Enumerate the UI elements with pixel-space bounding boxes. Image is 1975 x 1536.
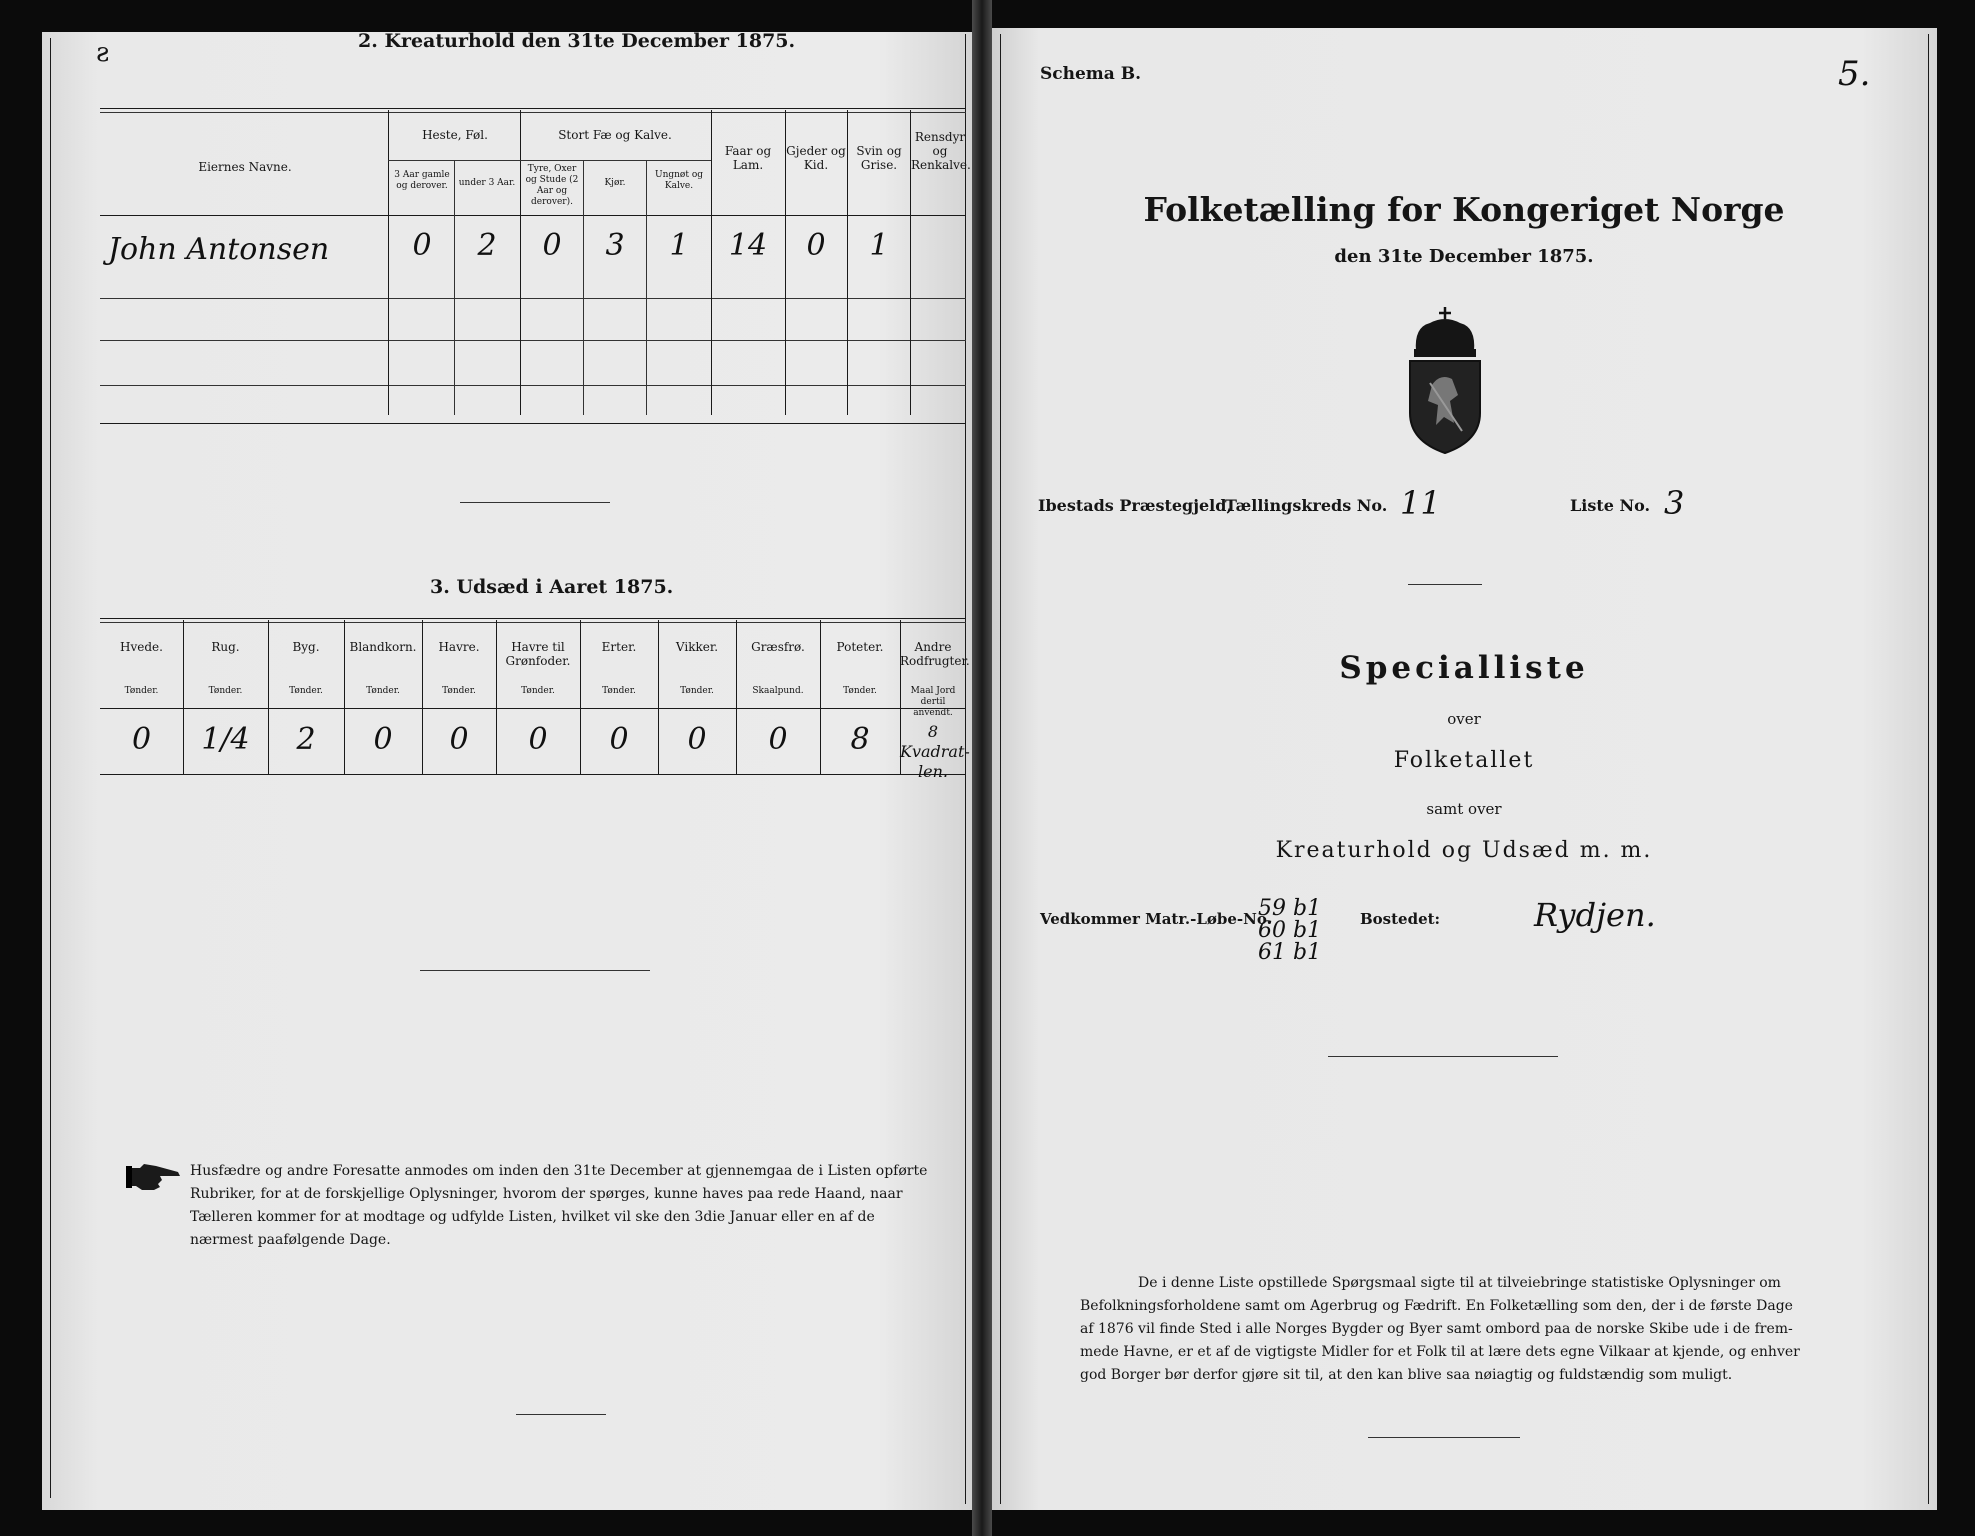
notice-line: nærmest paafølgende Dage. [190,1232,391,1248]
crop-unit: Tønder. [602,686,636,696]
crop-value: 0 [131,722,152,757]
crop-header: Vikker. [675,640,719,654]
liste-value: 3 [1664,484,1685,522]
parish-label: Ibestads Præstegjeld, [1038,496,1233,515]
crop-value: 8 [850,722,870,757]
owner-header: Eiernes Navne. [198,160,292,174]
folketallet-text: Folketallet [1393,748,1535,773]
paragraph-line: mede Havne, er et af de vigtigste Midler for et Folk til at lære dets egne Vilkaar at kjende, og enhver [1080,1344,1800,1360]
crop-unit: Tønder. [843,686,877,696]
crop-header: Rug. [211,640,240,654]
over-text: over [1447,710,1481,728]
crop-value: 2 [296,722,316,757]
book-spine [972,0,992,1536]
kreaturhold-text: Kreaturhold og Udsæd m. m. [1275,838,1653,863]
crop-unit: Tønder. [289,686,323,696]
kreds-value: 11 [1400,484,1441,522]
bosted-value: Rydjen. [1534,896,1656,934]
matr-label: Vedkommer Matr.-Løbe-No. [1040,910,1272,928]
heste-header: Heste, Føl. [422,128,488,142]
crop-header: Græsfrø. [751,640,805,654]
crop-unit: Tønder. [124,686,159,696]
liste-label: Liste No. [1570,496,1651,515]
crop-header: Havre. [438,640,480,654]
value-heste-3aar: 0 [412,228,432,263]
table3-top-line [100,618,966,619]
corner-mark: ƨ [96,38,110,68]
crop-unit: Skaalpund. [752,686,804,696]
crop-value: 0 [768,722,788,757]
crop-value: 0 [609,722,629,757]
notice-line: Husfædre og andre Foresatte anmodes om inden den 31te December at gjennemgaa de i Listen opførte [190,1163,928,1179]
stortfae-sub-tyre: Tyre, Oxer og Stude (2 Aar og derover). [525,164,579,207]
table3-bottom-line [100,774,966,775]
stortfae-sub-ungnot: Ungnøt og Kalve. [654,170,703,191]
gjeder-header: Gjeder og Kid. [786,144,846,172]
matr-value-1: 59 b1 [1258,896,1322,921]
paragraph-line: Befolkningsforholdene samt om Agerbrug og Fædrift. En Folketælling som den, der i de første Dage [1080,1298,1793,1314]
matr-value-2: 60 b1 [1258,918,1322,943]
date-line: den 31te December 1875. [1334,246,1594,267]
crop-unit: Tønder. [521,686,555,696]
specialliste-title: Specialliste [1339,650,1589,686]
separator-line [460,502,610,503]
crop-value: 1/4 [201,722,250,757]
left-margin-line [50,38,51,1498]
heste-sub-under3: under 3 Aar. [458,178,516,188]
stortfae-header: Stort Fæ og Kalve. [558,128,672,142]
table2-top-line [100,108,966,109]
crop-value: 8 Kvadrat-len. [900,722,970,781]
crop-value: 0 [449,722,469,757]
rensdyr-header: Rensdyr og Renkalve. [911,130,971,172]
crop-unit: Tønder. [442,686,476,696]
value-gjeder: 0 [806,228,826,263]
crop-header: Blandkorn. [349,640,417,654]
matr-value-3: 61 b1 [1258,940,1322,965]
stortfae-sub-kjor: Kjør. [604,178,626,188]
pointing-hand-icon [126,1162,182,1192]
info-paragraph [1080,1272,1900,1387]
crop-header: Erter. [601,640,637,654]
crop-header: Havre til Grønfoder. [505,640,571,668]
value-ungnot: 1 [669,228,689,263]
table2-bottom-line [100,423,966,424]
svin-header: Svin og Grise. [856,144,902,172]
crop-header: Byg. [292,640,320,654]
crop-unit: Maal Jord dertil anvendt. [910,686,956,718]
paragraph-line: god Borger bør derfor gjøre sit til, at den kan blive saa nøiagtig og fuldstændig som muligt. [1080,1367,1733,1383]
value-kjor: 3 [605,228,625,263]
notice-line: Rubriker, for at de forskjellige Oplysninger, hvorom der spørges, kunne haves paa rede Haand, naar [190,1186,903,1202]
samt-over-text: samt over [1426,800,1502,818]
paragraph-line: De i denne Liste opstillede Spørgsmaal sigte til at tilveiebringe statistiske Oplysninger om [1138,1275,1781,1291]
crop-value: 0 [528,722,548,757]
notice-text [190,1160,970,1252]
paragraph-line: af 1876 vil finde Sted i alle Norges Bygder og Byer samt ombord paa de norske Skibe ude i de frem- [1080,1321,1793,1337]
main-title: Folketælling for Kongeriget Norge [1143,190,1785,229]
value-svin: 1 [869,228,889,263]
crop-header: Andre Rodfrugter. [900,640,970,668]
owner-name: John Antonsen [108,232,330,267]
separator-line-3 [516,1414,606,1415]
heste-sub-3aar: 3 Aar gamle og derover. [394,170,450,191]
crop-unit: Tønder. [208,686,243,696]
crop-unit: Tønder. [366,686,400,696]
coat-of-arms-icon [1400,305,1490,455]
schema-label: Schema B. [1040,64,1142,84]
value-tyre: 0 [542,228,562,263]
notice-line: Tælleren kommer for at modtage og udfylde Listen, hvilket vil ske den 3die Januar eller en af de [190,1209,875,1225]
faar-header: Faar og Lam. [724,144,772,172]
crop-header: Poteter. [836,640,884,654]
page-number: 5. [1838,54,1871,94]
bosted-label: Bostedet: [1360,910,1441,928]
crop-unit: Tønder. [680,686,714,696]
crop-value: 0 [373,722,393,757]
table2-header-bottom [100,215,966,216]
section3-title: 3. Udsæd i Aaret 1875. [430,576,674,598]
value-faar: 14 [728,228,768,263]
kreds-label: Tællingskreds No. [1225,496,1388,515]
crop-header: Hvede. [120,640,163,654]
section2-title: 2. Kreaturhold den 31te December 1875. [358,30,796,52]
separator-line-2 [420,970,650,971]
value-heste-under3: 2 [477,228,497,263]
crop-value: 0 [687,722,707,757]
